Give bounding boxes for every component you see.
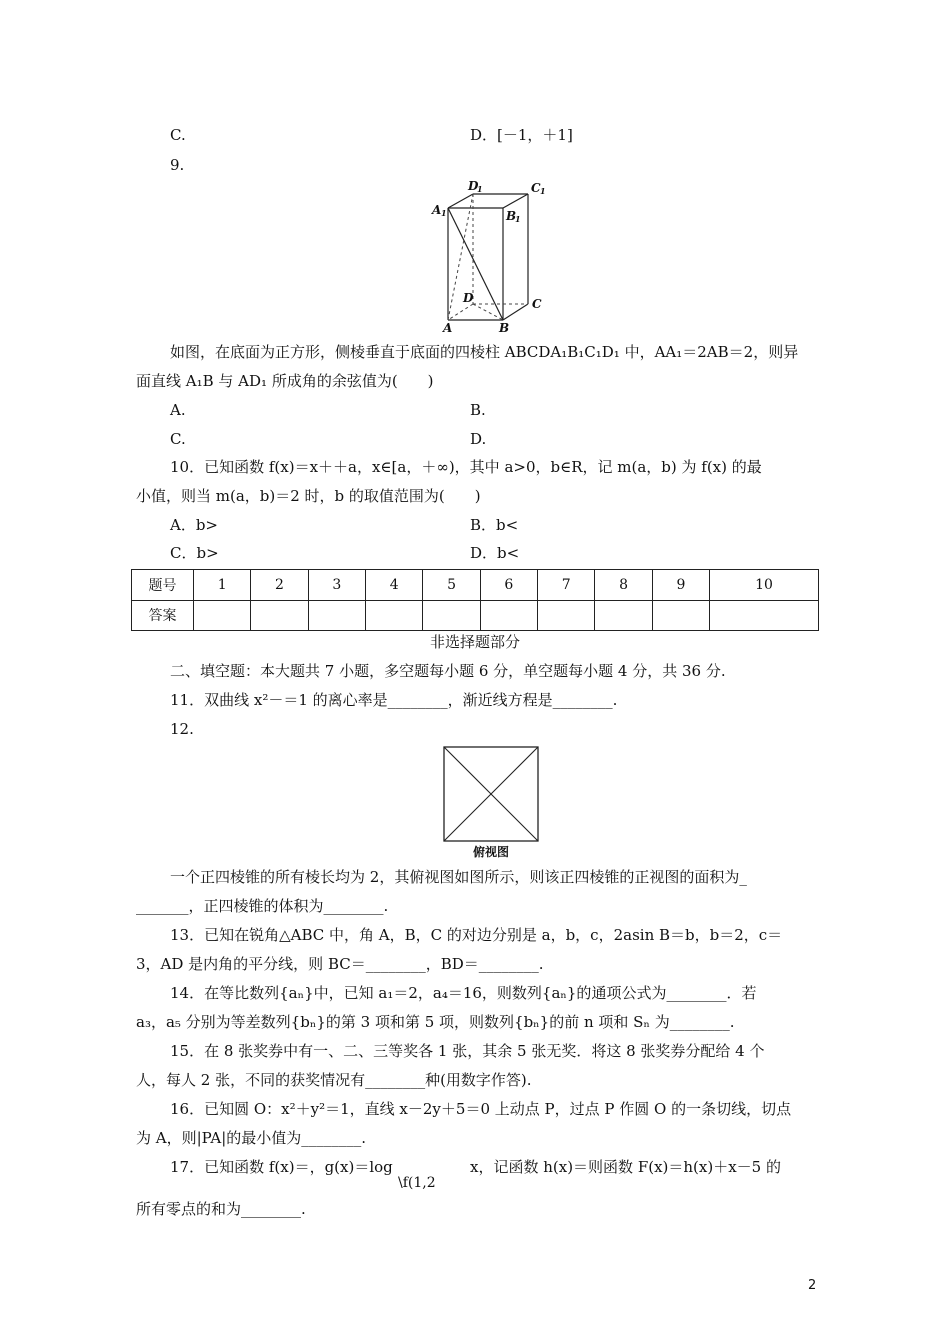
label-D1-sub: 1 [477,184,483,194]
q17-text-line1b: x，记函数 h(x)＝则函数 F(x)＝h(x)＋x－5 的 [470,1158,781,1176]
q10-option-d: D．b< [470,544,520,562]
label-C: C [532,297,542,311]
table-cell: 10 [710,570,819,601]
page-number: 2 [808,1278,817,1293]
table-cell: 7 [538,570,595,601]
q16-text-line2: 为 A，则|PA|的最小值为________. [136,1129,367,1147]
answer-cell [480,600,537,631]
top-view-square-diagram [443,746,539,842]
answer-cell [652,600,709,631]
label-C1: C [531,181,541,195]
table-cell: 1 [194,570,251,601]
section-intro: 二、填空题：本大题共 7 小题，多空题每小题 6 分，单空题每小题 4 分，共 36 分. [170,662,726,680]
q9-text-line2: 面直线 A₁B 与 AD₁ 所成角的余弦值为( ) [136,372,434,390]
q9-text-line1: 如图，在底面为正方形，侧棱垂直于底面的四棱柱 ABCDA₁B₁C₁D₁ 中，AA₁＝2AB＝2，则异 [170,343,799,361]
q10-text-line1: 10．已知函数 f(x)＝x＋＋a，x∈[a，＋∞)，其中 a>0，b∈R，记 m(a，b) 为 f(x) 的最 [170,458,762,476]
label-C1-sub: 1 [540,186,546,196]
table-cell: 8 [595,570,652,601]
q17-text-line1: 17．已知函数 f(x)＝，g(x)＝log [170,1158,393,1176]
q14-text-line2: a₃，a₅ 分别为等差数列{bₙ}的第 3 项和第 5 项，则数列{bₙ}的前 n 项和 Sₙ 为________. [136,1013,735,1031]
label-A1: A [432,203,442,217]
q9-option-b: B. [470,401,486,419]
table-row [132,570,819,601]
answer-table [131,569,819,631]
table-header-number: 题号 [132,570,194,601]
q13-text-line2: 3，AD 是内角的平分线，则 BC＝________，BD＝________. [136,955,544,973]
q15-text-line2: 人，每人 2 张，不同的获奖情况有________种(用数字作答). [136,1071,532,1089]
table-row [132,600,819,631]
table-header-answer: 答案 [132,600,194,631]
q10-option-a: A．b> [170,516,219,534]
answer-cell [595,600,652,631]
q10-option-b: B．b< [470,516,519,534]
q8-option-c: C. [170,126,186,144]
q10-option-c: C．b> [170,544,219,562]
q12-text-line1: 一个正四棱锥的所有棱长均为 2，其俯视图如图所示，则该正四棱锥的正视图的面积为_ [170,868,747,886]
table-cell: 6 [480,570,537,601]
answer-cell [251,600,308,631]
q13-text-line1: 13．已知在锐角△ABC 中，角 A，B，C 的对边分别是 a，b，c，2asin B＝b，b＝2，c＝ [170,926,783,944]
table-cell: 4 [366,570,423,601]
q14-text-line1: 14．在等比数列{aₙ}中，已知 a₁＝2，a₄＝16，则数列{aₙ}的通项公式为________．若 [170,984,757,1002]
q9-option-a: A. [170,401,186,419]
label-B: B [499,321,510,335]
prism-diagram [430,176,560,336]
q8-option-d: D．[－1，＋1] [470,126,573,144]
q9-option-d: D. [470,430,487,448]
q17-text-line2: 所有零点的和为________. [136,1200,306,1218]
label-A: A [443,321,453,335]
q9-number: 9. [170,156,185,174]
answer-cell [194,600,251,631]
label-B1: B [506,209,517,223]
answer-cell [366,600,423,631]
label-A1-sub: 1 [441,208,447,218]
prism-figure [430,176,560,336]
q10-text-line2: 小值，则当 m(a，b)＝2 时，b 的取值范围为( ) [136,487,481,505]
label-D: D [463,291,474,305]
q12-number: 12. [170,720,194,738]
answer-cell [710,600,819,631]
q11-text: 11．双曲线 x²－＝1 的离心率是________，渐近线方程是________. [170,691,618,709]
answer-cell [423,600,480,631]
label-B1-sub: 1 [515,214,521,224]
answer-cell [538,600,595,631]
table-cell: 3 [308,570,365,601]
table-cell: 2 [251,570,308,601]
q16-text-line1: 16．已知圆 O：x²＋y²＝1，直线 x－2y＋5＝0 上动点 P，过点 P 作圆 O 的一条切线，切点 [170,1100,792,1118]
answer-cell [308,600,365,631]
section-title: 非选择题部分 [429,633,520,651]
top-view-figure [443,746,539,842]
q15-text-line1: 15．在 8 张奖券中有一、二、三等奖各 1 张，其余 5 张无奖．将这 8 张奖券分配给 4 个 [170,1042,765,1060]
top-view-caption: 俯视图 [472,845,509,859]
q12-text-line2: _______，正四棱锥的体积为________. [136,897,389,915]
q9-option-c: C. [170,430,186,448]
q17-fragment: \f(1,2 [398,1175,436,1191]
label-D1: D [468,179,479,193]
table-cell: 9 [652,570,709,601]
table-cell: 5 [423,570,480,601]
